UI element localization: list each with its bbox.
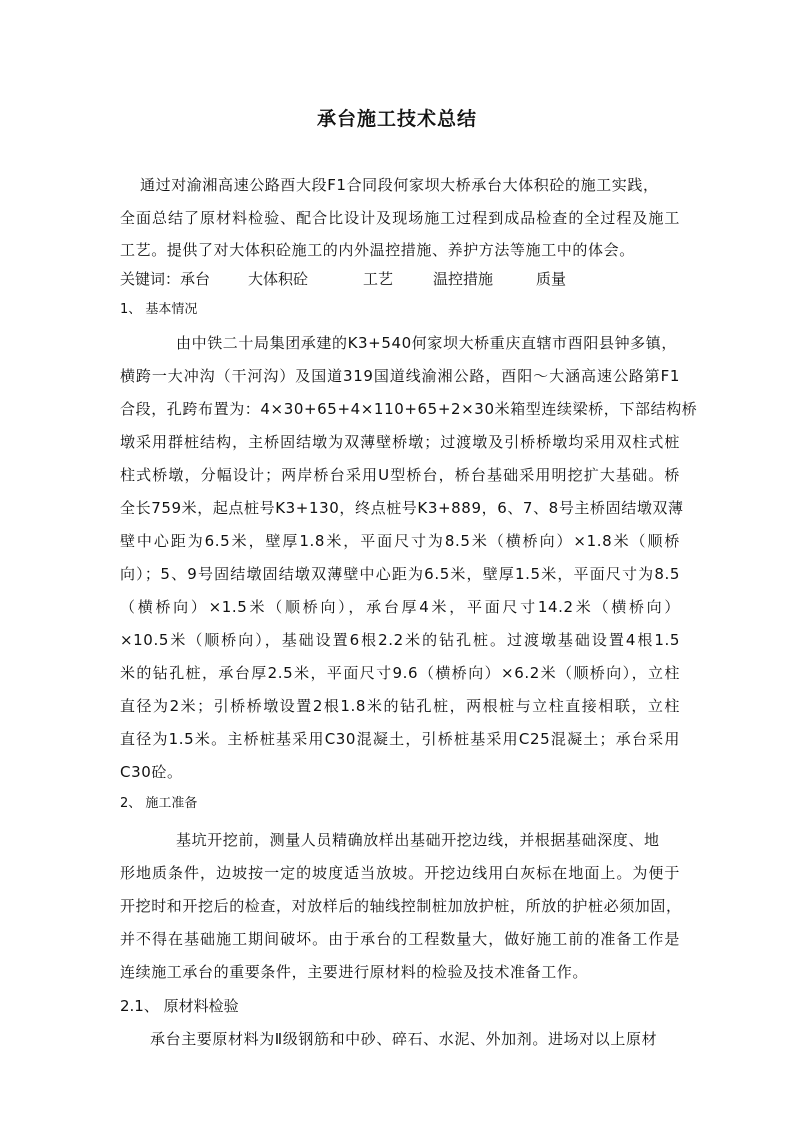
body-line: 直径为1.5米。主桥桩基采用C30混凝土，引桥桩基采用C25混凝土；承台采用 (120, 730, 680, 748)
keyword-item: 工艺 (363, 270, 394, 288)
body-line: 形地质条件，边坡按一定的坡度适当放坡。开挖边线用白灰标在地面上。为便于 (120, 864, 680, 882)
keyword-item: 质量 (536, 270, 567, 288)
body-line: 米的钻孔桩，承台厚2.5米，平面尺寸9.6（横桥向）×6.2米（顺桥向），立柱 (120, 664, 680, 682)
body-line: （横桥向）×1.5米（顺桥向），承台厚4米，平面尺寸14.2米（横桥向） (120, 598, 680, 616)
body-line: 合段，孔跨布置为：4×30+65+4×110+65+2×30米箱型连续梁桥，下部结构桥 (120, 400, 698, 418)
abstract-line: 工艺。提供了对大体积砼施工的内外温控措施、养护方法等施工中的体会。 (120, 241, 635, 259)
body-line: 向）；5、9号固结墩固结墩双薄壁中心距为6.5米，壁厚1.5米，平面尺寸为8.5 (120, 565, 680, 583)
section-heading: 1、 基本情况 (120, 302, 198, 317)
keyword-item: 大体积砼 (248, 270, 309, 288)
abstract-line: 全面总结了原材料检验、配合比设计及现场施工过程到成品检查的全过程及施工 (120, 209, 680, 227)
keywords-label: 关键词： (120, 270, 181, 288)
body-line: 壁中心距为6.5米，壁厚1.8米，平面尺寸为8.5米（横桥向）×1.8米（顺桥 (120, 532, 680, 550)
body-line: ×10.5米（顺桥向），基础设置6根2.2米的钻孔桩。过渡墩基础设置4根1.5 (120, 631, 680, 649)
body-line: 横跨一大冲沟（干河沟）及国道319国道线渝湘公路，酉阳～大涵高速公路第F1 (120, 367, 680, 385)
body-line: 连续施工承台的重要条件，主要进行原材料的检验及技术准备工作。 (120, 963, 589, 981)
body-line: 柱式桥墩，分幅设计；两岸桥台采用U型桥台，桥台基础采用明挖扩大基础。桥 (120, 466, 680, 484)
body-line: 墩采用群桩结构，主桥固结墩为双薄壁桥墩；过渡墩及引桥桥墩均采用双柱式桩 (120, 433, 680, 451)
body-line: 由中铁二十局集团承建的K3+540何家坝大桥重庆直辖市酉阳县钟多镇， (176, 334, 677, 352)
keyword-item: 温控措施 (433, 270, 494, 288)
abstract-line: 通过对渝湘高速公路酉大段F1合同段何家坝大桥承台大体积砼的施工实践， (140, 176, 659, 194)
keyword-item: 承台 (180, 270, 211, 288)
document-title: 承台施工技术总结 (316, 108, 477, 130)
body-line: 开挖时和开挖后的检查，对放样后的轴线控制桩加放护桩，所放的护桩必须加固， (120, 897, 682, 915)
body-line: 承台主要原材料为Ⅱ级钢筋和中砂、碎石、水泥、外加剂。进场对以上原材 (150, 1030, 658, 1048)
section-heading: 2、 施工准备 (120, 796, 198, 811)
keywords-row (120, 269, 680, 289)
body-line: C30砼。 (120, 763, 183, 781)
subsection-heading: 2.1、 原材料检验 (120, 997, 239, 1015)
body-line: 直径为2米；引桥桥墩设置2根1.8米的钻孔桩，两根桩与立柱直接相联，立柱 (120, 697, 680, 715)
body-line: 全长759米，起点桩号K3+130，终点桩号K3+889，6、7、8号主桥固结墩双薄 (120, 499, 684, 517)
body-line: 基坑开挖前，测量人员精确放样出基础开挖边线，并根据基础深度、地 (176, 831, 660, 849)
body-line: 并不得在基础施工期间破坏。由于承台的工程数量大，做好施工前的准备工作是 (120, 930, 680, 948)
